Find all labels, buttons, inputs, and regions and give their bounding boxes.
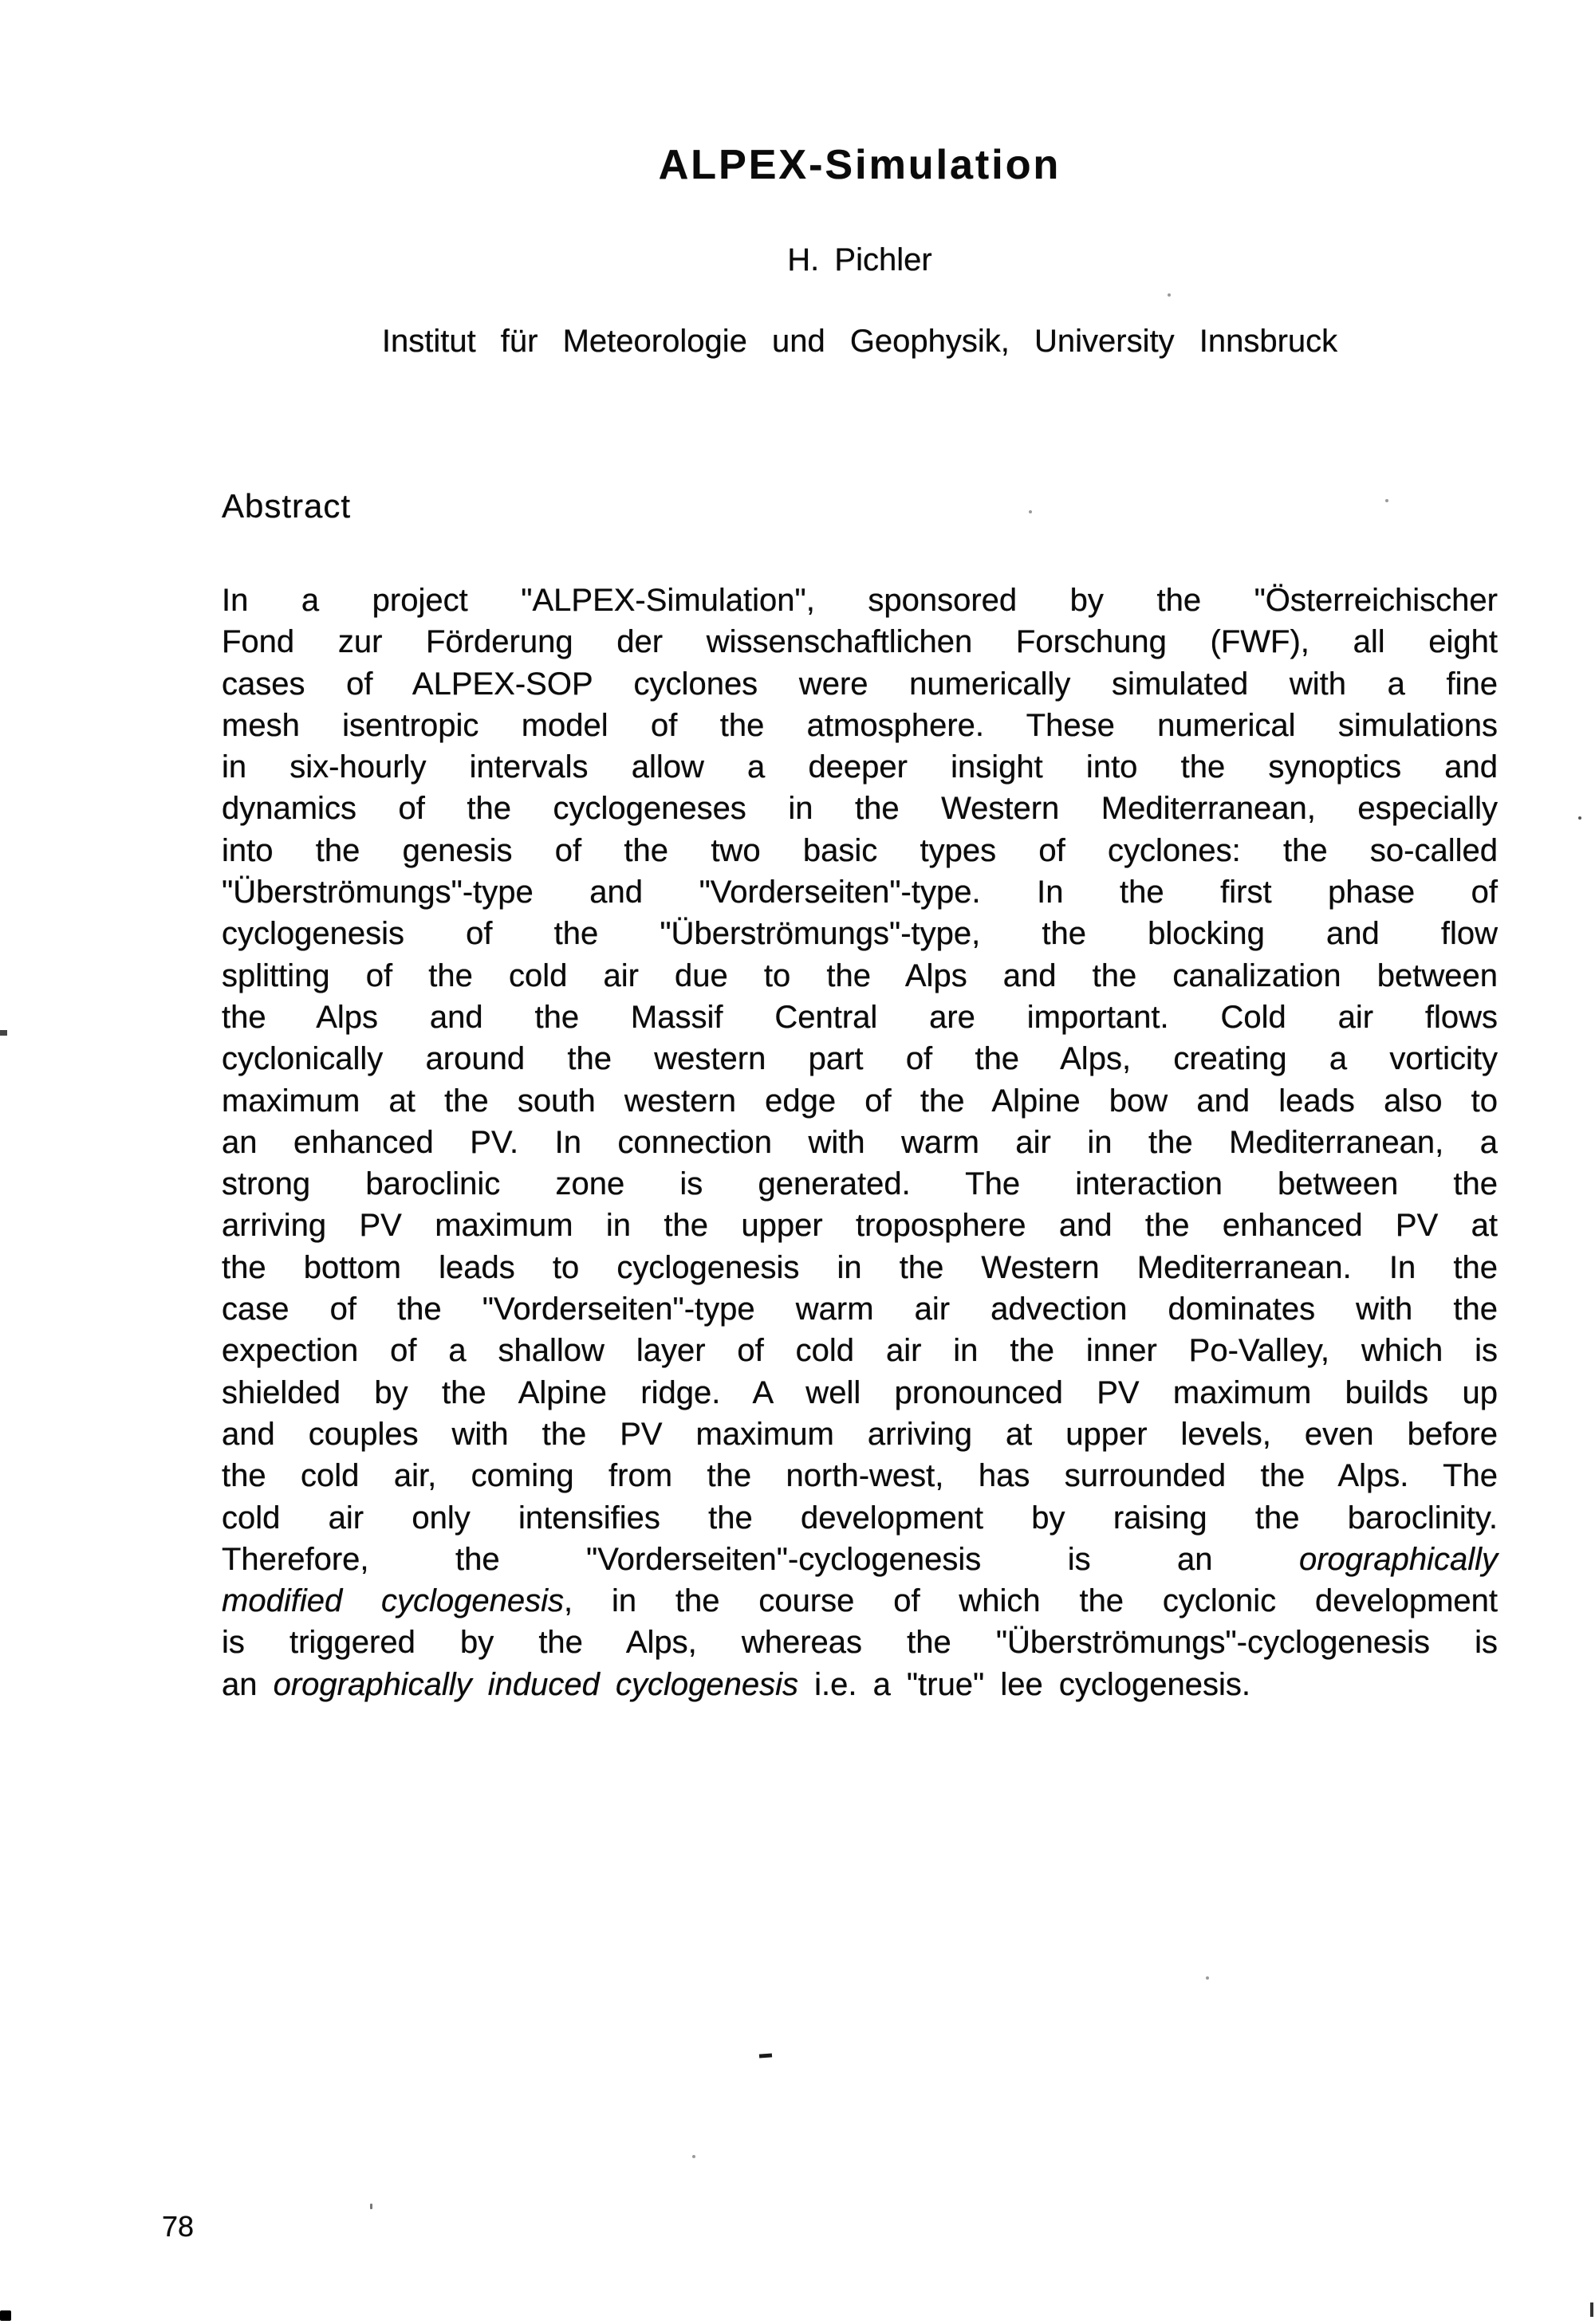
abstract-text: dynamics of the cyclogeneses in the Western Mediterranean, especially [222, 791, 1498, 827]
abstract-line [222, 746, 1498, 788]
abstract-line [222, 1622, 1498, 1663]
scan-speck [1029, 510, 1032, 513]
scan-speck [370, 2204, 372, 2209]
abstract-text: expection of a shallow layer of cold air in the inner Po-Valley, which is [222, 1333, 1498, 1369]
abstract-text: the Alps and the Massif Central are important. Cold air flows [222, 999, 1498, 1035]
abstract-line [222, 871, 1498, 913]
abstract-text: an [222, 1666, 274, 1702]
abstract-line [222, 1080, 1498, 1122]
abstract-line [222, 997, 1498, 1038]
abstract-line [222, 1372, 1498, 1414]
abstract-line [222, 955, 1498, 997]
abstract-line [222, 1288, 1498, 1330]
abstract-line [222, 1539, 1498, 1580]
abstract-text: strong baroclinic zone is generated. The interaction between the [222, 1166, 1498, 1202]
abstract-text: and couples with the PV maximum arriving at upper levels, even before [222, 1416, 1498, 1452]
abstract-text: cold air only intensifies the development by raising the baroclinity. [222, 1500, 1498, 1536]
page-number: 78 [162, 2210, 195, 2243]
abstract-text: In a project "ALPEX-Simulation", sponsored by the "Österreichischer [222, 583, 1498, 618]
abstract-line [222, 1122, 1498, 1163]
page-title: ALPEX-Simulation [658, 142, 1061, 188]
abstract-line [222, 1455, 1498, 1496]
abstract-line [222, 788, 1498, 829]
abstract-text: cyclonically around the western part of the Alps, creating a vorticity [222, 1041, 1498, 1077]
abstract-line [222, 1163, 1498, 1205]
scan-artifact [759, 2053, 772, 2058]
abstract-text: mesh isentropic model of the atmosphere. These numerical simulations [222, 707, 1498, 743]
abstract-line [222, 1247, 1498, 1288]
abstract-line [222, 913, 1498, 954]
abstract-line [222, 1205, 1498, 1246]
abstract-line [222, 1580, 1498, 1622]
abstract-line [222, 1414, 1498, 1455]
scan-speck [692, 2155, 695, 2158]
abstract-line [222, 1038, 1498, 1079]
scan-speck [1206, 1976, 1209, 1980]
scan-speck [1385, 499, 1388, 502]
abstract-line [222, 663, 1498, 705]
abstract-italic-text: orographically induced cyclogenesis [273, 1666, 798, 1702]
scan-artifact [0, 2310, 11, 2321]
abstract-text: cyclogenesis of the "Überströmungs"-type, the blocking and flow [222, 916, 1498, 952]
abstract-line [222, 1664, 1498, 1705]
abstract-line [222, 1330, 1498, 1371]
abstract-text: case of the "Vorderseiten"-type warm air advection dominates with the [222, 1292, 1498, 1327]
abstract-text: splitting of the cold air due to the Alps and the canalization between [222, 958, 1498, 993]
abstract-text: maximum at the south western edge of the Alpine bow and leads also to [222, 1083, 1498, 1119]
abstract-line [222, 621, 1498, 663]
abstract-line [222, 1497, 1498, 1539]
abstract-text: i.e. a "true" lee cyclogenesis. [798, 1666, 1250, 1702]
abstract-text: arriving PV maximum in the upper troposphere and the enhanced PV at [222, 1208, 1498, 1244]
affiliation: Institut für Meteorologie und Geophysik, University Innsbruck [381, 324, 1338, 359]
author-name: H. Pichler [787, 242, 932, 277]
abstract-text: shielded by the Alpine ridge. A well pronounced PV maximum builds up [222, 1374, 1498, 1410]
abstract-text: into the genesis of the two basic types of cyclones: the so-called [222, 832, 1498, 868]
abstract-line [222, 705, 1498, 746]
abstract-body [222, 580, 1498, 1705]
abstract-text: cases of ALPEX-SOP cyclones were numerically simulated with a fine [222, 666, 1498, 702]
abstract-text: the cold air, coming from the north-west, has surrounded the Alps. The [222, 1458, 1498, 1494]
abstract-text: an enhanced PV. In connection with warm air in the Mediterranean, a [222, 1124, 1498, 1160]
scan-artifact [1590, 2302, 1593, 2317]
scan-speck [1578, 816, 1581, 820]
abstract-text: , in the course of which the cyclonic development [564, 1583, 1498, 1619]
scan-artifact [0, 1030, 7, 1036]
abstract-text: the bottom leads to cyclogenesis in the Western Mediterranean. In the [222, 1249, 1498, 1285]
abstract-text: in six-hourly intervals allow a deeper insight into the synoptics and [222, 749, 1498, 785]
abstract-text: Fond zur Förderung der wissenschaftlichen Forschung (FWF), all eight [222, 624, 1498, 660]
abstract-text: Therefore, the "Vorderseiten"-cyclogenesis is an [222, 1541, 1299, 1577]
abstract-heading: Abstract [222, 487, 352, 525]
abstract-text: "Überströmungs"-type and "Vorderseiten"-type. In the first phase of [222, 875, 1498, 910]
abstract-line [222, 830, 1498, 871]
abstract-italic-text: orographically [1298, 1541, 1498, 1577]
abstract-text: is triggered by the Alps, whereas the "Überströmungs"-cyclogenesis is [222, 1625, 1498, 1661]
abstract-italic-text: modified cyclogenesis [222, 1583, 565, 1619]
abstract-line [222, 580, 1498, 621]
scan-speck [1168, 293, 1171, 297]
